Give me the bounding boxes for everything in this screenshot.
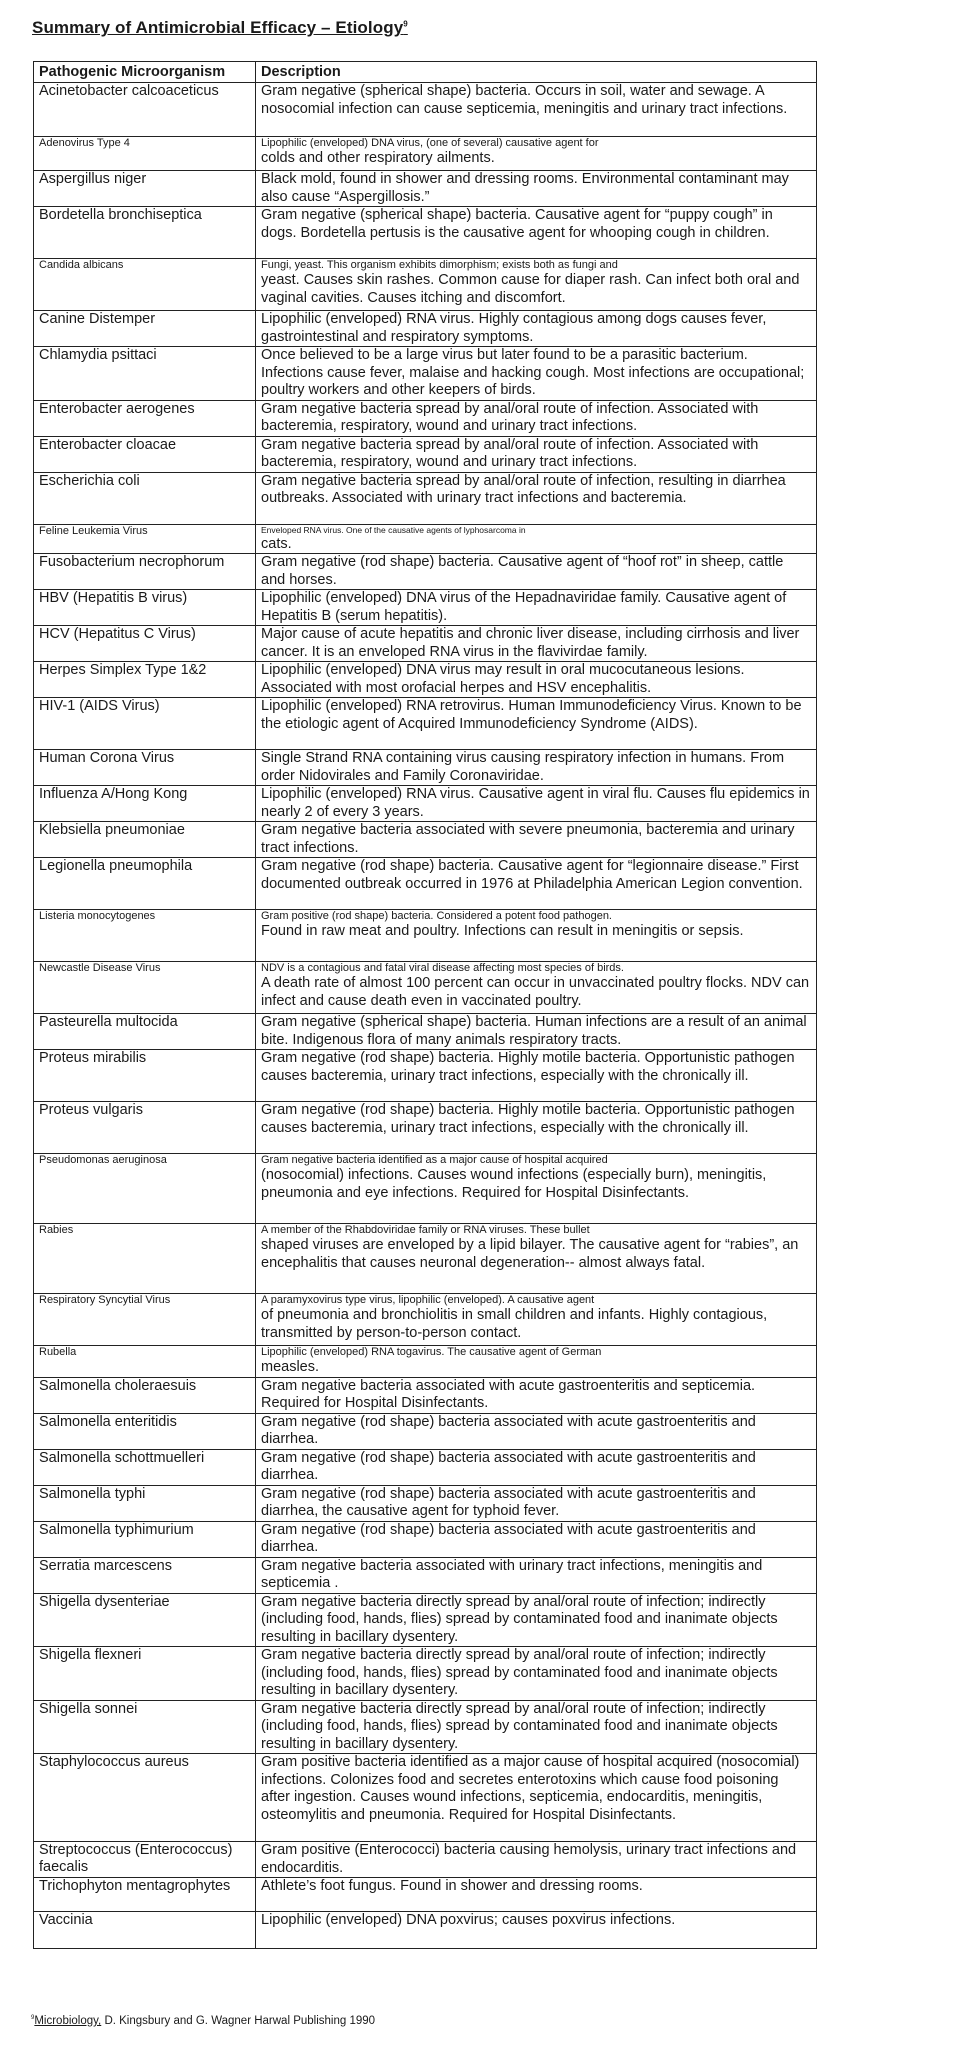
description-text: Lipophilic (enveloped) DNA virus may result in oral mucocutaneous lesions. Associated with most orofacial herpes and HSV encephalitis. <box>261 662 745 696</box>
description-lead-line: Gram negative bacteria identified as a major cause of hospital acquired <box>261 1154 608 1166</box>
organism-name: Salmonella typhimurium <box>34 1521 256 1557</box>
description-text: Gram negative bacteria associated with severe pneumonia, bacteremia and urinary tract infections. <box>261 822 795 856</box>
description-text: Gram negative (rod shape) bacteria. Highly motile bacteria. Opportunistic pathogen causes bacteremia, urinary tract infections, especially with the chronically ill. <box>261 1050 795 1084</box>
organism-name: Bordetella bronchiseptica <box>34 207 256 259</box>
description-text: Gram negative bacteria spread by anal/oral route of infection, resulting in diarrhea outbreaks. Associated with urinary tract infections and bacteremia. <box>261 472 786 506</box>
table-row <box>34 626 817 662</box>
table-row <box>34 1014 817 1050</box>
organism-name: Respiratory Syncytial Virus <box>34 1294 256 1346</box>
description-text: Gram negative bacteria associated with acute gastroenteritis and septicemia. Required for Hospital Disinfectants. <box>261 1377 756 1411</box>
footnote <box>31 2015 375 2027</box>
table-row <box>34 1593 817 1647</box>
description-cell <box>256 858 817 910</box>
table-row <box>34 137 817 171</box>
description-lead-line: A paramyxovirus type virus, lipophilic (enveloped). A causative agent <box>261 1294 595 1306</box>
table-row <box>34 207 817 259</box>
table-row <box>34 554 817 590</box>
description-lead-line: Gram positive (rod shape) bacteria. Considered a potent food pathogen. <box>261 910 612 922</box>
table-row <box>34 1521 817 1557</box>
description-text: Lipophilic (enveloped) RNA retrovirus. Human Immunodeficiency Virus. Known to be the etiologic agent of Acquired Immunodeficiency Syndrome (AIDS). <box>261 698 802 732</box>
description-text: Gram negative (spherical shape) bacteria. Occurs in soil, water and sewage. A nosocomial infection can cause septicemia, meningitis and urinary tract infections. <box>261 83 788 117</box>
description-cell <box>256 1485 817 1521</box>
table-row <box>34 1842 817 1878</box>
organism-name: Shigella sonnei <box>34 1700 256 1754</box>
description-lead-line: NDV is a contagious and fatal viral disease affecting most species of birds. <box>261 962 624 974</box>
footnote-mark: 9 <box>31 2015 35 2022</box>
header-organism: Pathogenic Microorganism <box>34 62 256 83</box>
organism-name: HIV-1 (AIDS Virus) <box>34 698 256 750</box>
table-row <box>34 910 817 962</box>
table-row <box>34 1754 817 1842</box>
table-row <box>34 524 817 554</box>
organism-name: HCV (Hepatitus C Virus) <box>34 626 256 662</box>
table-row <box>34 171 817 207</box>
table-row <box>34 1413 817 1449</box>
organism-name: Salmonella schottmuelleri <box>34 1449 256 1485</box>
organism-name: Streptococcus (Enterococcus) faecalis <box>34 1842 256 1878</box>
table-row <box>34 259 817 311</box>
page-title-text: Summary of Antimicrobial Efficacy – Etiology <box>32 18 404 37</box>
description-cell <box>256 662 817 698</box>
description-text: Gram positive (Enterococci) bacteria causing hemolysis, urinary tract infections and endocarditis. <box>261 1842 797 1876</box>
description-cell <box>256 1878 817 1912</box>
description-text: Lipophilic (enveloped) DNA virus of the Hepadnaviridae family. Causative agent of Hepatitis B (serum hepatitis). <box>261 590 787 624</box>
organism-name: Aspergillus niger <box>34 171 256 207</box>
description-text: Single Strand RNA containing virus causing respiratory infection in humans. From order Nidovirales and Family Coronaviridae. <box>261 750 785 784</box>
description-cell <box>256 1449 817 1485</box>
table-row <box>34 1485 817 1521</box>
description-text: Gram negative (spherical shape) bacteria. Causative agent for “puppy cough” in dogs. Bordetella pertusis is the causative agent for whooping cough in children. <box>261 207 773 241</box>
description-cell <box>256 1050 817 1102</box>
description-cell <box>256 910 817 962</box>
description-cell <box>256 1521 817 1557</box>
table-row <box>34 311 817 347</box>
description-cell <box>256 1224 817 1294</box>
description-cell <box>256 1102 817 1154</box>
table-row <box>34 962 817 1014</box>
description-text: Lipophilic (enveloped) RNA virus. Causative agent in viral flu. Causes flu epidemics in nearly 2 of every 3 years. <box>261 786 810 820</box>
table-row <box>34 1154 817 1224</box>
description-cell <box>256 436 817 472</box>
description-text: Gram negative (rod shape) bacteria. Causative agent of “hoof rot” in sheep, cattle and horses. <box>261 554 784 588</box>
description-text: Lipophilic (enveloped) DNA poxvirus; causes poxvirus infections. <box>261 1912 676 1928</box>
description-cell <box>256 590 817 626</box>
description-text: measles. <box>261 1359 320 1375</box>
organism-name: Proteus mirabilis <box>34 1050 256 1102</box>
organism-name: Fusobacterium necrophorum <box>34 554 256 590</box>
description-text: cats. <box>261 535 292 552</box>
description-text: Gram negative (rod shape) bacteria associated with acute gastroenteritis and diarrhea, the causative agent for typhoid fever. <box>261 1485 756 1519</box>
organism-name: Acinetobacter calcoaceticus <box>34 83 256 137</box>
organism-name: Listeria monocytogenes <box>34 910 256 962</box>
description-text: Black mold, found in shower and dressing rooms. Environmental contaminant may also cause “Aspergillosis.” <box>261 171 789 205</box>
description-cell <box>256 822 817 858</box>
description-text: Gram positive bacteria identified as a major cause of hospital acquired (nosocomial) infections. Colonizes food and secretes enterotoxins which cause food poisoning after ingestion. Causes wound infections, septicemia, endocarditis, meningitis, osteomylitis and pneumonia. Required for Hospital Disinfectants. <box>261 1754 800 1823</box>
table-row <box>34 590 817 626</box>
table-row <box>34 1557 817 1593</box>
description-cell <box>256 472 817 524</box>
description-cell <box>256 1346 817 1378</box>
description-text: Gram negative (rod shape) bacteria associated with acute gastroenteritis and diarrhea. <box>261 1521 756 1555</box>
description-cell <box>256 1593 817 1647</box>
table-row <box>34 1224 817 1294</box>
description-text: shaped viruses are enveloped by a lipid bilayer. The causative agent for “rabies”, an encephalitis that causes neuronal degeneration-- almost always fatal. <box>261 1237 799 1271</box>
organism-name: Enterobacter cloacae <box>34 436 256 472</box>
table-row <box>34 436 817 472</box>
organism-name: Staphylococcus aureus <box>34 1754 256 1842</box>
description-cell <box>256 1413 817 1449</box>
description-text: Lipophilic (enveloped) RNA virus. Highly contagious among dogs causes fever, gastrointestinal and respiratory symptoms. <box>261 311 767 345</box>
description-lead-line: A member of the Rhabdoviridae family or RNA viruses. These bullet <box>261 1224 590 1236</box>
description-cell <box>256 1754 817 1842</box>
description-text: Major cause of acute hepatitis and chronic liver disease, including cirrhosis and liver cancer. It is an enveloped RNA virus in the flavivirdae family. <box>261 626 800 660</box>
description-text: Gram negative bacteria spread by anal/oral route of infection. Associated with bacteremia, respiratory, wound and urinary tract infections. <box>261 436 759 470</box>
description-cell <box>256 524 817 554</box>
organism-name: Enterobacter aerogenes <box>34 400 256 436</box>
table-body <box>34 83 817 1949</box>
table-row <box>34 400 817 436</box>
description-cell <box>256 1294 817 1346</box>
organism-name: Shigella flexneri <box>34 1647 256 1701</box>
organism-name: Escherichia coli <box>34 472 256 524</box>
table-row <box>34 1050 817 1102</box>
organism-name: Feline Leukemia Virus <box>34 524 256 554</box>
table-row <box>34 698 817 750</box>
description-cell <box>256 554 817 590</box>
organism-name: Pasteurella multocida <box>34 1014 256 1050</box>
table-row <box>34 1700 817 1754</box>
description-cell <box>256 698 817 750</box>
table-row <box>34 1449 817 1485</box>
description-cell <box>256 1912 817 1949</box>
description-text: Gram negative bacteria directly spread by anal/oral route of infection; indirectly (including food, hands, flies) spread by contaminated food and inanimate objects resulting in bacillary dysentery. <box>261 1593 778 1645</box>
organism-name: Rubella <box>34 1346 256 1378</box>
table-row <box>34 1346 817 1378</box>
organism-name: Herpes Simplex Type 1&2 <box>34 662 256 698</box>
description-cell <box>256 1014 817 1050</box>
organism-name: Proteus vulgaris <box>34 1102 256 1154</box>
description-text: colds and other respiratory ailments. <box>261 150 495 166</box>
table-row <box>34 347 817 401</box>
table-row <box>34 1294 817 1346</box>
organism-name: Salmonella choleraesuis <box>34 1377 256 1413</box>
organism-name: Chlamydia psittaci <box>34 347 256 401</box>
description-text: Gram negative bacteria spread by anal/oral route of infection. Associated with bacteremia, respiratory, wound and urinary tract infections. <box>261 400 759 434</box>
description-cell <box>256 750 817 786</box>
organism-name: Vaccinia <box>34 1912 256 1949</box>
description-text: Athlete’s foot fungus. Found in shower and dressing rooms. <box>261 1878 643 1894</box>
description-text: Gram negative (rod shape) bacteria associated with acute gastroenteritis and diarrhea. <box>261 1449 756 1483</box>
description-lead-line: Lipophilic (enveloped) RNA togavirus. The causative agent of German <box>261 1346 602 1358</box>
description-text: of pneumonia and bronchiolitis in small children and infants. Highly contagious, transmitted by person-to-person contact. <box>261 1307 768 1341</box>
description-text: Found in raw meat and poultry. Infections can result in meningitis or sepsis. <box>261 923 744 939</box>
table-row <box>34 822 817 858</box>
description-cell <box>256 1154 817 1224</box>
table-row <box>34 786 817 822</box>
description-cell <box>256 1557 817 1593</box>
organism-name: Human Corona Virus <box>34 750 256 786</box>
description-text: Gram negative (rod shape) bacteria. Highly motile bacteria. Opportunistic pathogen causes bacteremia, urinary tract infections, especially with the chronically ill. <box>261 1102 795 1136</box>
description-cell <box>256 137 817 171</box>
organism-name: Trichophyton mentagrophytes <box>34 1878 256 1912</box>
table-row <box>34 662 817 698</box>
table-row <box>34 1878 817 1912</box>
table-row <box>34 1647 817 1701</box>
table-row <box>34 472 817 524</box>
organism-name: Rabies <box>34 1224 256 1294</box>
table-row <box>34 1912 817 1949</box>
organism-name: Candida albicans <box>34 259 256 311</box>
description-text: Gram negative (rod shape) bacteria associated with acute gastroenteritis and diarrhea. <box>261 1413 756 1447</box>
organism-name: Klebsiella pneumoniae <box>34 822 256 858</box>
organism-name: Pseudomonas aeruginosa <box>34 1154 256 1224</box>
table-header-row <box>34 62 817 83</box>
header-description: Description <box>256 62 817 83</box>
page-title <box>32 18 408 38</box>
table-row <box>34 858 817 910</box>
organism-name: Salmonella enteritidis <box>34 1413 256 1449</box>
organism-name: Influenza A/Hong Kong <box>34 786 256 822</box>
description-cell <box>256 171 817 207</box>
description-text: Gram negative bacteria directly spread by anal/oral route of infection; indirectly (including food, hands, flies) spread by contaminated food and inanimate objects resulting in bacillary dysentery. <box>261 1700 778 1752</box>
table-row <box>34 83 817 137</box>
description-text: Once believed to be a large virus but later found to be a parasitic bacterium. Infections cause fever, malaise and hacking cough. Most infections are occupational; poultry workers and other keepers of birds. <box>261 347 805 398</box>
table-row <box>34 750 817 786</box>
description-lead-line: Fungi, yeast. This organism exhibits dimorphism; exists both as fungi and <box>261 259 618 271</box>
description-cell <box>256 207 817 259</box>
description-cell <box>256 962 817 1014</box>
description-cell <box>256 347 817 401</box>
organism-name: Salmonella typhi <box>34 1485 256 1521</box>
description-text: Gram negative (rod shape) bacteria. Causative agent for “legionnaire disease.” First documented outbreak occurred in 1976 at Philadelphia American Legion convention. <box>261 858 803 892</box>
description-cell <box>256 400 817 436</box>
description-text: Gram negative bacteria directly spread by anal/oral route of infection; indirectly (including food, hands, flies) spread by contaminated food and inanimate objects resulting in bacillary dysentery. <box>261 1647 778 1698</box>
description-cell <box>256 1700 817 1754</box>
description-cell <box>256 626 817 662</box>
organism-name: Adenovirus Type 4 <box>34 137 256 171</box>
description-lead-line: Enveloped RNA virus. One of the causative agents of lyphosarcoma in <box>261 524 526 535</box>
footnote-marker: 9 <box>403 19 408 29</box>
organism-name: Canine Distemper <box>34 311 256 347</box>
etiology-table <box>33 61 817 1949</box>
description-text: (nosocomial) infections. Causes wound infections (especially burn), meningitis, pneumonia and eye infections. Required for Hospital Disinfectants. <box>261 1167 767 1201</box>
organism-name: HBV (Hepatitis B virus) <box>34 590 256 626</box>
organism-name: Newcastle Disease Virus <box>34 962 256 1014</box>
footnote-citation: Microbiology, <box>34 2015 102 2027</box>
organism-name: Legionella pneumophila <box>34 858 256 910</box>
footnote-text: D. Kingsbury and G. Wagner Harwal Publishing 1990 <box>101 2015 376 2027</box>
description-lead-line: Lipophilic (enveloped) DNA virus, (one of several) causative agent for <box>261 137 599 149</box>
description-text: A death rate of almost 100 percent can occur in unvaccinated poultry flocks. NDV can infect and cause death even in vaccinated poultry. <box>261 975 810 1009</box>
organism-name: Serratia marcescens <box>34 1557 256 1593</box>
description-text: Gram negative bacteria associated with urinary tract infections, meningitis and septicemia . <box>261 1557 763 1591</box>
table-row <box>34 1377 817 1413</box>
description-cell <box>256 1647 817 1701</box>
table-row <box>34 1102 817 1154</box>
description-text: yeast. Causes skin rashes. Common cause for diaper rash. Can infect both oral and vaginal cavities. Causes itching and discomfort. <box>261 272 800 306</box>
description-text: Gram negative (spherical shape) bacteria. Human infections are a result of an animal bite. Indigenous flora of many animals respiratory tracts. <box>261 1014 807 1048</box>
description-cell <box>256 786 817 822</box>
description-cell <box>256 83 817 137</box>
description-cell <box>256 259 817 311</box>
description-cell <box>256 1842 817 1878</box>
description-cell <box>256 311 817 347</box>
description-cell <box>256 1377 817 1413</box>
organism-name: Shigella dysenteriae <box>34 1593 256 1647</box>
